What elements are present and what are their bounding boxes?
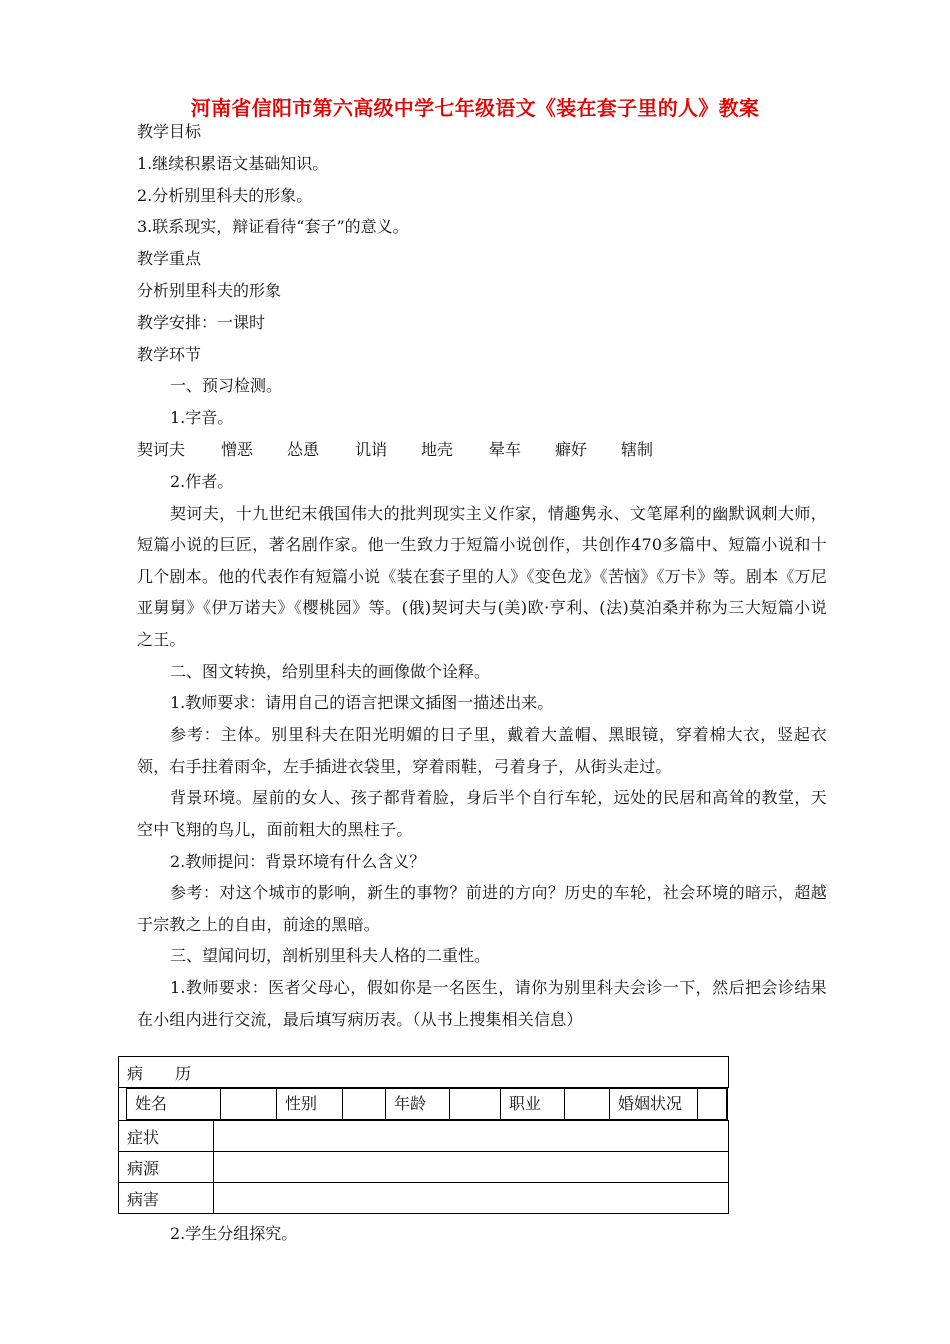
- section-3-item-1: 1.教师要求：医者父母心，假如你是一名医生，请你为别里科夫会诊一下，然后把会诊结果在小组内进行交流，最后填写病历表。（从书上搜集相关信息）: [137, 978, 827, 1029]
- age-label: 年龄: [385, 1088, 450, 1120]
- marital-value-cell: [697, 1088, 727, 1120]
- lesson-plan-body: [137, 116, 827, 1035]
- page-title: 河南省信阳市第六高级中学七年级语文《装在套子里的人》教案: [190, 96, 760, 120]
- word-item: 地壳: [421, 439, 454, 459]
- gender-value-cell: [342, 1088, 386, 1120]
- reference-1: 参考：主体。别里科夫在阳光明媚的日子里，戴着大盖帽、黑眼镜，穿着棉大衣，竖起衣领，右手拄着雨伞，左手插进衣袋里，穿着雨鞋，弓着身子，从街头走过。: [137, 725, 827, 776]
- focus-text: 分析别里科夫的形象: [137, 280, 282, 300]
- age-value-cell: [449, 1088, 501, 1120]
- cause-value-cell: [214, 1152, 729, 1183]
- section-3-item-2: 2.学生分组探究。: [170, 1224, 298, 1243]
- word-item: 辖制: [621, 439, 654, 459]
- harm-value-cell: [214, 1183, 729, 1214]
- symptoms-value-cell: [214, 1121, 729, 1152]
- author-paragraph: 契诃夫，十九世纪末俄国伟大的批判现实主义作家，情趣隽永、文笔犀利的幽默讽刺大师，短篇小说的巨匠，著名剧作家。他一生致力于短篇小说创作，共创作470多篇中、短篇小说和十几个剧本。他的代表作有短篇小说《装在套子里的人》《变色龙》《苦恼》《万卡》等。剧本《万尼亚舅舅》《伊万诺夫》《樱桃园》等。(俄)契诃夫与(美)欧·亨利、(法)莫泊桑并称为三大短篇小说之王。: [137, 503, 827, 649]
- goal-1: 1.继续积累语文基础知识。: [137, 153, 329, 173]
- section-1-item-2: 2.作者。: [170, 471, 234, 491]
- word-item: 契诃夫: [137, 439, 186, 459]
- harm-label: 病害: [119, 1183, 214, 1214]
- record-info-row: [118, 1088, 728, 1120]
- reference-2: 背景环境。屋前的女人、孩子都背着脸，身后半个自行车轮，远处的民居和高耸的教堂，天空中飞翔的鸟儿，面前粗大的黑柱子。: [137, 788, 827, 839]
- section-1-item-1: 1.字音。: [170, 408, 234, 428]
- section-2-item-2: 2.教师提问：背景环境有什么含义？: [170, 851, 426, 871]
- steps-heading: 教学环节: [137, 344, 202, 364]
- medical-record-table: [118, 1056, 728, 1214]
- goal-2: 2.分析别里科夫的形象。: [137, 185, 313, 205]
- job-value-cell: [564, 1088, 610, 1120]
- section-2-item-1: 1.教师要求：请用自己的语言把课文插图一描述出来。: [170, 693, 554, 713]
- marital-label: 婚姻状况: [609, 1088, 698, 1120]
- schedule-text: 教学安排：一课时: [137, 312, 266, 332]
- word-item: 憎恶: [221, 439, 254, 459]
- gender-label: 性别: [276, 1088, 343, 1120]
- section-3-heading: 三、望闻问切，剖析别里科夫人格的二重性。: [170, 946, 491, 966]
- reference-3: 参考：对这个城市的影响，新生的事物？前进的方向？历史的车轮，社会环境的暗示，超越于宗教之上的自由，前途的黑暗。: [137, 883, 827, 934]
- word-item: 癖好: [555, 439, 588, 459]
- job-label: 职业: [500, 1088, 565, 1120]
- cause-label: 病源: [119, 1152, 214, 1183]
- word-item: 晕车: [489, 439, 522, 459]
- word-item: 讥诮: [355, 439, 388, 459]
- section-2-heading: 二、图文转换，给别里科夫的画像做个诠释。: [170, 661, 491, 681]
- name-label: 姓名: [126, 1088, 221, 1120]
- name-value-cell: [220, 1088, 277, 1120]
- pronunciation-word-list: [137, 434, 827, 466]
- section-1-heading: 一、预习检测。: [170, 376, 283, 396]
- focus-heading: 教学重点: [137, 249, 202, 269]
- record-title: 病 历: [119, 1057, 729, 1088]
- goals-heading: 教学目标: [137, 122, 202, 141]
- symptoms-label: 症状: [119, 1121, 214, 1152]
- word-item: 怂恿: [287, 439, 320, 459]
- goal-3: 3.联系现实，辩证看待“套子”的意义。: [137, 217, 409, 237]
